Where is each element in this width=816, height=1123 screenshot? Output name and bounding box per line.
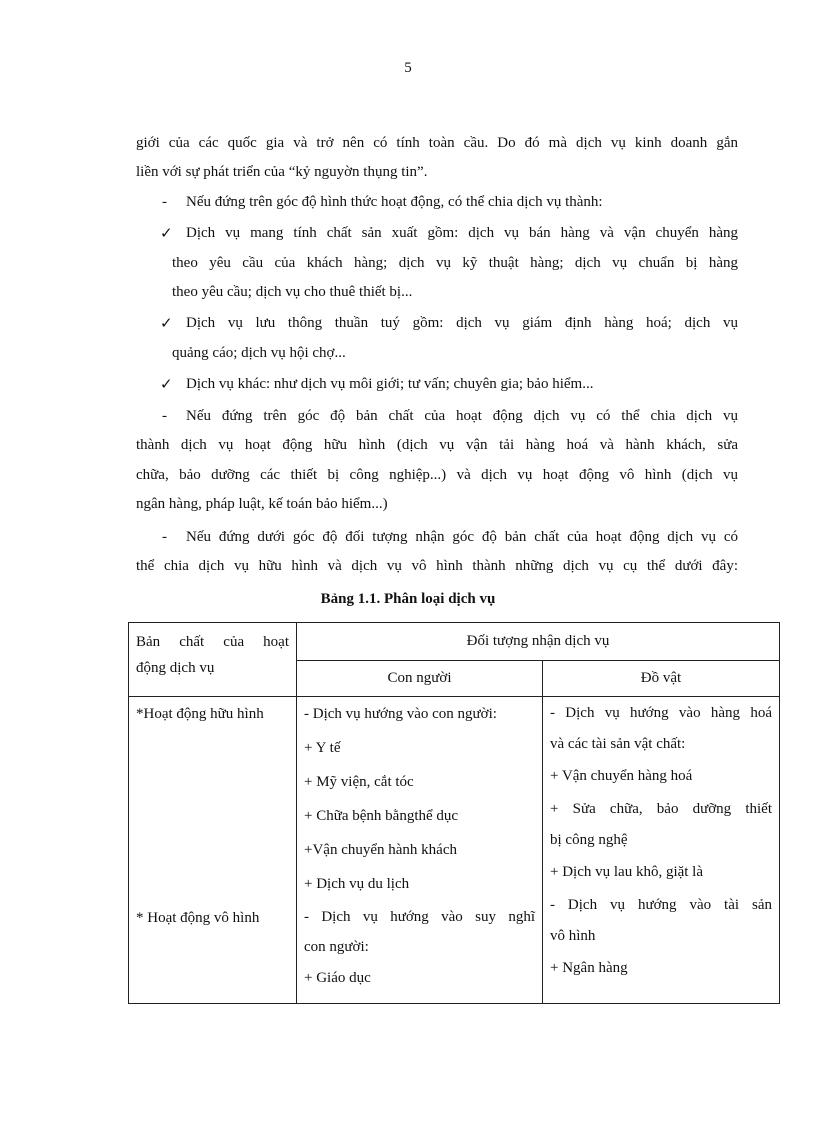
list-item-line: Dịch vụ lưu thông thuần tuý gồm: dịch vụ giám định hàng hoá; dịch vụ bbox=[186, 315, 738, 331]
list-item: con người: bbox=[304, 939, 369, 955]
column-header-people bbox=[297, 661, 543, 697]
list-item: + Dịch vụ du lịch bbox=[304, 876, 410, 892]
paragraph-line: ngân hàng, pháp luật, kế toán bảo hiểm...) bbox=[136, 496, 388, 512]
paragraph-line: Nếu đứng dưới góc độ đối tượng nhận góc độ bản chất của hoạt động dịch vụ có bbox=[186, 529, 738, 545]
list-item: vô hình bbox=[550, 928, 596, 944]
list-item: - Dịch vụ hướng vào hàng hoá bbox=[550, 705, 772, 721]
header-recipient-label: Đối tượng nhận dịch vụ bbox=[466, 633, 610, 649]
tangible-activity-label: *Hoạt động hữu hình bbox=[136, 706, 264, 722]
list-item: + Dịch vụ lau khô, giặt là bbox=[550, 864, 704, 880]
intangible-activity-label: * Hoạt động vô hình bbox=[136, 910, 260, 926]
list-item: +Vận chuyển hành khách bbox=[304, 842, 457, 858]
list-item-line: Dịch vụ khác: như dịch vụ môi giới; tư vấn; chuyên gia; bảo hiểm... bbox=[186, 376, 594, 392]
paragraph-line: chữa, bảo dưỡng các thiết bị công nghiệp...) và dịch vụ hoạt động vô hình (dịch vụ bbox=[136, 467, 738, 483]
list-item: - Dịch vụ hướng vào suy nghĩ bbox=[304, 909, 535, 925]
list-item: bị công nghệ bbox=[550, 832, 628, 848]
people-services-cell bbox=[297, 697, 543, 1004]
paragraph-line: liền với sự phát triển của “kỷ nguyờn thụng tin”. bbox=[136, 164, 428, 180]
list-item: + Y tế bbox=[304, 740, 341, 756]
paragraph-line: thể chia dịch vụ hữu hình và dịch vụ vô hình thành những dịch vụ cụ thể dưới đây: bbox=[136, 558, 738, 574]
header-recipient-cell bbox=[297, 623, 780, 661]
paragraph-line: giới của các quốc gia và trở nên có tính toàn cầu. Do đó mà dịch vụ kinh doanh gắn bbox=[136, 135, 738, 151]
list-item: + Giáo dục bbox=[304, 970, 371, 986]
header-nature-label: động dịch vụ bbox=[136, 660, 215, 676]
list-item-line: theo yêu cầu của khách hàng; dịch vụ kỹ thuật hàng; dịch vụ chuẩn bị hàng bbox=[172, 255, 738, 271]
activity-type-cell bbox=[129, 697, 297, 1004]
dash-bullet: - bbox=[162, 408, 167, 424]
list-item: - Dịch vụ hướng vào tài sản bbox=[550, 897, 772, 913]
list-item: + Chữa bệnh bằngthể dục bbox=[304, 808, 459, 824]
list-item: + Sửa chữa, bảo dưỡng thiết bbox=[550, 801, 772, 817]
column-header-things-label: Đồ vật bbox=[640, 670, 682, 686]
list-item: + Mỹ viện, cắt tóc bbox=[304, 774, 414, 790]
page-number: 5 bbox=[404, 60, 412, 76]
things-services-cell bbox=[543, 697, 780, 1004]
dash-bullet: - bbox=[162, 529, 167, 545]
list-item: - Dịch vụ hướng vào con người: bbox=[304, 706, 497, 722]
column-header-things bbox=[543, 661, 780, 697]
checkmark-icon: ✓ bbox=[160, 314, 173, 332]
service-classification-table bbox=[128, 622, 780, 1004]
column-header-people-label: Con người bbox=[387, 670, 452, 686]
list-item-line: quảng cáo; dịch vụ hội chợ... bbox=[172, 345, 346, 361]
table-caption: Bảng 1.1. Phân loại dịch vụ bbox=[320, 591, 496, 607]
paragraph-line: Nếu đứng trên góc độ bản chất của hoạt động dịch vụ có thể chia dịch vụ bbox=[186, 408, 738, 424]
paragraph-line: Nếu đứng trên góc độ hình thức hoạt động, có thể chia dịch vụ thành: bbox=[186, 194, 603, 210]
list-item: + Ngân hàng bbox=[550, 960, 628, 976]
list-item-line: theo yêu cầu; dịch vụ cho thuê thiết bị... bbox=[172, 284, 413, 300]
list-item: và các tài sản vật chất: bbox=[550, 736, 686, 752]
checkmark-icon: ✓ bbox=[160, 224, 173, 242]
list-item: + Vận chuyển hàng hoá bbox=[550, 768, 693, 784]
checkmark-icon: ✓ bbox=[160, 375, 173, 393]
paragraph-line: thành dịch vụ hoạt động hữu hình (dịch vụ vận tải hàng hoá và hành khách, sửa bbox=[136, 437, 738, 453]
header-nature-cell bbox=[129, 623, 297, 697]
list-item-line: Dịch vụ mang tính chất sản xuất gồm: dịch vụ bán hàng và vận chuyển hàng bbox=[186, 225, 738, 241]
dash-bullet: - bbox=[162, 194, 167, 210]
header-nature-label: Bản chất của hoạt bbox=[136, 634, 289, 650]
